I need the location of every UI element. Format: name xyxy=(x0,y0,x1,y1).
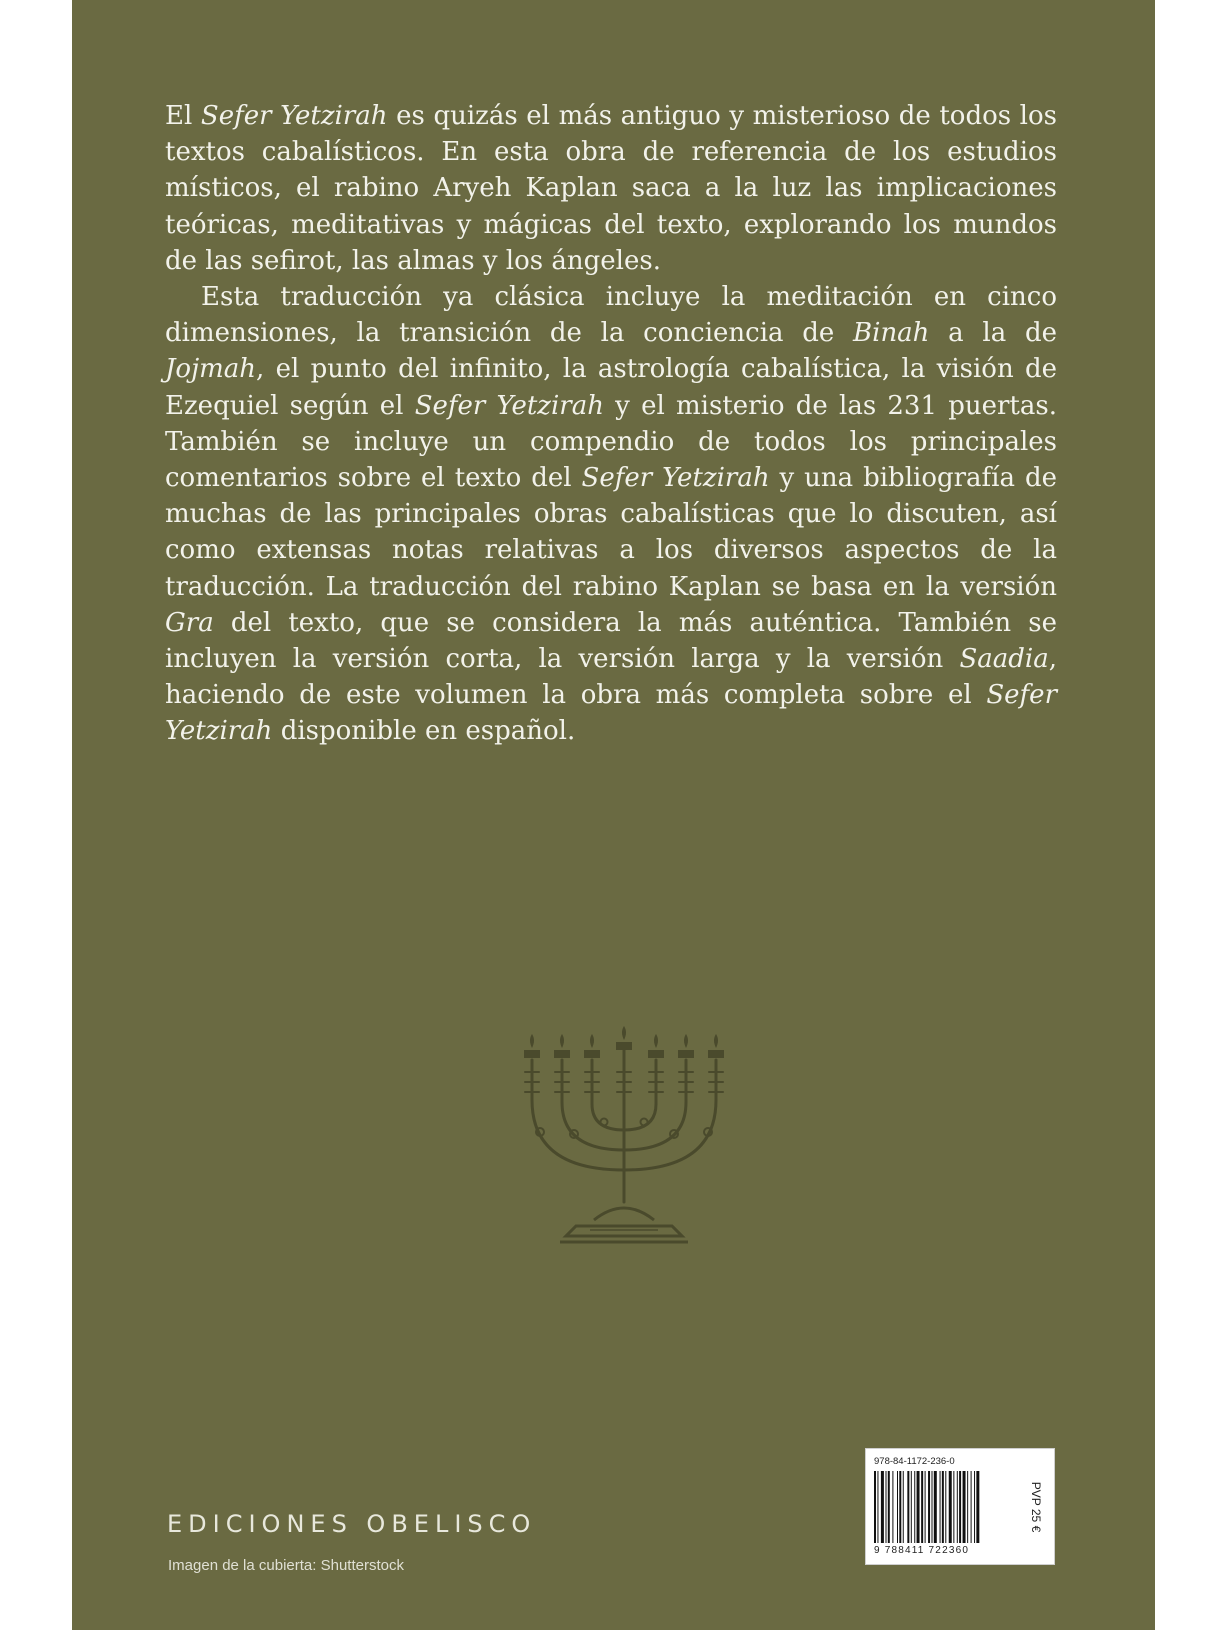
text-run: , el punto del infinito, la astrología cabalística, la visión de Ezequiel según el xyxy=(165,354,1057,421)
text-run: a la de xyxy=(929,318,1057,349)
image-credit: Imagen de la cubierta: Shutterstock xyxy=(168,1557,404,1574)
menorah-icon xyxy=(520,1020,728,1246)
italic-title: Sefer Yetzirah xyxy=(414,390,604,421)
italic-term: Jojmah xyxy=(165,354,257,385)
text-run: y el misterio de las 231 puertas. También se incluye un compendio de todos los principales comentarios sobre el texto del xyxy=(165,390,1057,494)
italic-term: Saadia xyxy=(959,644,1049,675)
publisher-name: EDICIONES OBELISCO xyxy=(167,1510,537,1538)
isbn-text: 978-84-1172-236-0 xyxy=(874,1456,955,1467)
price-text: PVP 25 € xyxy=(1029,1481,1043,1533)
barcode-panel xyxy=(865,1448,1055,1565)
italic-title: Sefer Yetzirah xyxy=(165,680,1057,747)
ean-digits: 9 788411 722360 xyxy=(874,1545,970,1556)
italic-term: Gra xyxy=(165,607,214,638)
text-run: disponible en español. xyxy=(272,716,576,747)
italic-title: Sefer Yetzirah xyxy=(581,463,770,494)
text-run: del texto, que se considera la más auténtica. También se incluyen la versión corta, la versión larga y la versión xyxy=(165,607,1057,675)
blurb-paragraph-2 xyxy=(165,279,1057,750)
text-run: , haciendo de este volumen la obra más completa sobre el xyxy=(165,644,1057,711)
text-run: Esta traducción ya clásica incluye la meditación en cinco dimensiones, la transición de la conciencia de xyxy=(165,282,1057,349)
blurb-text xyxy=(165,98,1057,750)
text-run: es quizás el más antiguo y misterioso de todos los textos cabalísticos. En esta obra de referencia de los estudios místicos, el rabino Aryeh Kaplan saca a la luz las implicaciones teóricas, meditativas y mágicas del texto, explorando los mundos de las sefirot, las almas y los ángeles. xyxy=(165,101,1057,276)
back-cover xyxy=(72,0,1155,1630)
italic-title: Sefer Yetzirah xyxy=(200,101,388,131)
italic-term: Binah xyxy=(853,318,930,349)
barcode-icon xyxy=(874,1471,1014,1543)
text-run: El xyxy=(165,101,201,131)
text-run: y una bibliografía de muchas de las principales obras cabalísticas que lo discuten, así como extensas notas relativas a los diversos aspectos de la traducción. La traducción del rabino Kaplan se basa en la versión xyxy=(165,463,1057,602)
price-label xyxy=(1026,1461,1046,1553)
blurb-paragraph-1 xyxy=(165,98,1057,279)
